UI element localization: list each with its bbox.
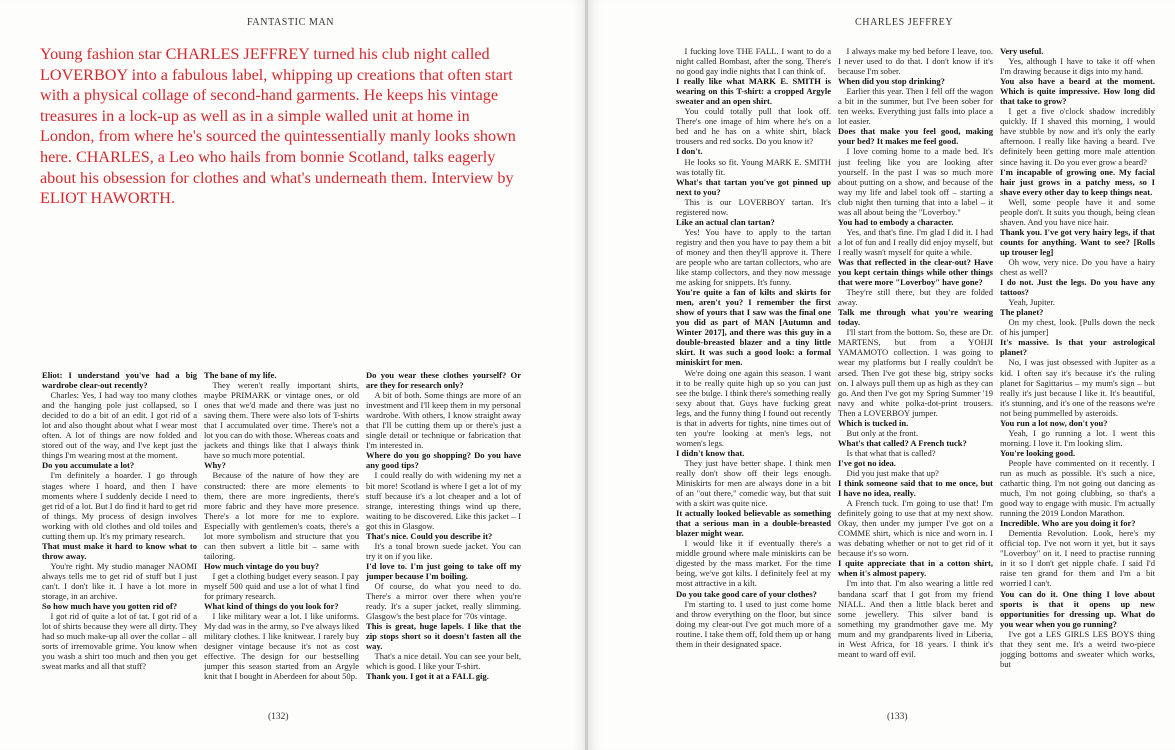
interview-question: So how much have you gotten rid of? (42, 601, 178, 612)
interview-question: You're looking good. (1000, 447, 1076, 458)
interview-answer: I'm starting to. I used to just come home and throw everything on the floor, but since doing my clear-out I've got much more of a routine. I take them off, fold them up or hang them in their designated space. (676, 598, 831, 649)
interview-answer: Dementia Revolution. Look, here's my official top. I've not worn it yet, but it says "Loverboy" on it. I need to practise running in it so I don't get nipple chafe. I said I'd raise ten grand for them and I'm a bit worried I can't. (1000, 528, 1155, 589)
interview-question: Do you take good care of your clothes? (676, 588, 817, 599)
interview-question: Thank you. I've got very hairy legs, if that counts for anything. Want to see? [Rolls up trouser leg] (1000, 226, 1155, 257)
interview-answer: I would like it if eventually there's a middle ground where male miniskirts can be digested by the mass market. For the time being, we've got kilts. I definitely feel at my most attractive in a kilt. (676, 538, 831, 589)
interview-answer: I'm into that. I'm also wearing a little red bandana scarf that I got from my friend NIALL. And then a little black beret and some jewellery. This silver band is something my grandmother gave me. My mum and my grandparents lived in Liberia, in West Africa, for 18 years. I think it's meant to ward off evil. (838, 578, 993, 659)
interview-question: I do not. Just the legs. Do you have any tattoos? (1000, 277, 1155, 298)
interview-answer: I'm definitely a hoarder. I go through stages where I hoard, and then I have moments where I suddenly decide I need to get rid of a lot. But I do find it hard to get rid of things. My process of design involves working with old clothes and old toiles and cutting them up. It's my primary research. (42, 470, 197, 541)
interview-answer: Yeah, I go running a lot. I went this morning. I love it. I'm looking slim. (1000, 427, 1155, 448)
interview-question: Which is tucked in. (838, 417, 909, 428)
interview-question: Eliot: I understand you've had a big wardrobe clear-out recently? (42, 370, 197, 391)
interview-answer: Yes, and that's fine. I'm glad I did it. I had a lot of fun and I really did enjoy myself, but I really wasn't myself for quite a while. (838, 226, 993, 257)
interview-question: The planet? (1000, 307, 1044, 318)
right-page-column-2 (838, 46, 993, 708)
intro-text: Young fashion star CHARLES JEFFREY turned his club night called LOVERBOY into a fabulous label, whipping up creations that often start with a physical collage of second-hand garments. He keeps his vintage treasures in a lock-up as well as in a simple walled unit at home in London, from where he's sourced the quintessentially manly looks shown here. CHARLES, a Leo who hails from bonnie Scotland, talks eagerly about his obsession for clothes and what's underneath them. Interview by ELIOT HAWORTH. (40, 45, 516, 208)
right-page-column-1 (676, 46, 831, 708)
interview-answer: They just have better shape. I think men really don't show off their legs enough. Miniskirts for men are always done in a bit of an "out there," comedic way, but that suit with a skirt was quite nice. (676, 457, 831, 509)
interview-answer: Did you just make that up? (846, 467, 939, 478)
interview-answer: I could really do with widening my net a bit more! Scotland is where I get a lot of my stuff because it's a lot cheaper and a lot of strange, interesting things wind up there, waiting to be discovered. Like this jacket – I got this in Glasgow. (366, 470, 521, 531)
interview-question: You also have a beard at the moment. Which is quite impressive. How long did that take to grow? (1000, 76, 1155, 107)
interview-question: I've got no idea. (838, 457, 896, 468)
interview-question: Why? (204, 460, 226, 471)
left-page-column-3 (366, 370, 521, 708)
interview-question: You can do it. One thing I love about sports is that it opens up new opportunities for dressing up. What do you wear when you go running? (1000, 588, 1155, 629)
interview-answer: I love coming home to a made bed. It's just feeling like you are looking after yourself. In the past I was so much more about putting on a show, and because of the way my life and label took off – starting a club night then turning that into a label – it was all about being the "Loverboy." (838, 146, 993, 217)
interview-question: Incredible. Who are you doing it for? (1000, 518, 1136, 529)
left-page-column-2 (204, 370, 359, 708)
interview-answer: But only at the front. (846, 427, 918, 438)
interview-question: Talk me through what you're wearing today. (838, 307, 993, 328)
interview-answer: I always make my bed before I leave, too. I never used to do that. I don't know if it's because I'm sober. (838, 46, 993, 77)
interview-answer: I get a clothing budget every season. I pay myself 500 quid and use a lot of what I find for primary research. (204, 570, 359, 602)
interview-answer: Yeah, Jupiter. (1008, 297, 1055, 308)
interview-question: You run a lot now, don't you? (1000, 417, 1108, 428)
interview-answer: A French tuck. I'm going to use that! I'm definitely going to use that at my next show. Okay, then under my jumper I've got on a COMME shirt, which is nice and worn in. I was debating whether or not to get rid of it because it's so worn. (838, 498, 993, 559)
interview-question: I'd love to. I'm just going to take off my jumper because I'm boiling. (366, 560, 521, 581)
interview-question: It actually looked believable as something that a serious man in a double-breasted blazer might wear. (676, 508, 831, 539)
interview-answer: Well, some people have it and some people don't. It suits you though, being clean shaven. And you have nice hair. (1000, 196, 1155, 227)
interview-question: I don't. (676, 146, 703, 157)
interview-answer: You're right. My studio manager NAOMI always tells me to get rid of stuff but I just can't. I don't like it. I have a lot more in storage, in an archive. (42, 560, 197, 602)
interview-question: Was that reflected in the clear-out? Have you kept certain things while other things that were more "Loverboy" have gone? (838, 256, 993, 288)
interview-answer: We're doing one again this season. I want it to be really quite high up so you can just see the bulge. I think there's something really sexy about that. Guys have fucking great legs, and the funny thing I found out recently is that in adverts for tights, nine times out of ten you're looking at men's legs, not women's legs. (676, 367, 831, 448)
interview-answer: Yes! You have to apply to the tartan registry and then you have to pay them a bit of money and then they'll approve it. There are people who are tartan collectors, who are like stamp collectors, and they now message me asking for snippets. It's funny. (676, 226, 831, 288)
interview-question: I quite appreciate that in a cotton shirt, when it's almost papery. (838, 558, 993, 579)
interview-answer: No, I was just obsessed with Jupiter as a kid. I often say it's because it's the ruling planet for Sagittarius – my mum's sign – but really it's just because I like it. It's beautiful, it's stunning, and it's one of the reasons we're not being pummelled by asteroids. (1000, 357, 1155, 418)
interview-question: What kind of things do you look for? (204, 601, 339, 612)
interview-answer: You could totally pull that look off. There's one image of him where he's on a bed and he has on a white shirt, black trousers and red socks. Do you know it? (676, 106, 831, 147)
interview-answer: I fucking love THE FALL. I want to do a night called Bombast, after the song. There's no good gay indie nights that I can think of. (676, 46, 831, 77)
interview-answer: Earlier this year. Then I fell off the wagon a bit in the summer, but I've been sober for ten weeks. Everything just falls into place a lot easier. (838, 86, 993, 127)
interview-answer: It's a tonal brown suede jacket. You can try it on if you like. (366, 540, 521, 561)
interview-answer: On my chest, look. [Pulls down the neck of his jumper] (1000, 317, 1155, 338)
interview-question: This is great, huge lapels. I like that the zip stops short so it doesn't fasten all the way. (366, 621, 521, 652)
interview-question: The bane of my life. (204, 370, 277, 380)
interview-answer: Is that what that is called? (846, 447, 936, 458)
interview-answer: Because of the nature of how they are constructed: there are more elements to them, there are more ingredients, there's more fabric and they have more presence. There's a lot more for me to explore. Especially with gentlemen's coats, there's a lot more symbolism and structure that you can then subvert a little bit – same with tailoring. (204, 470, 359, 561)
interview-answer: People have commented on it recently. I run as much as possible. It's such a nice, cathartic thing. I'm not going out dancing as much, I'm not going clubbing, so that's a good way to engage with music. I'm actually running the 2019 London Marathon. (1000, 457, 1155, 519)
left-page-column-1 (42, 370, 197, 708)
interview-answer: This is our LOVERBOY tartan. It's registered now. (676, 196, 831, 217)
interview-answer: A bit of both. Some things are more of an investment and I'll keep them in my personal wardrobe. With others, I know straight away that I'll be cutting them up or there's just a single detail or technique or fabrication that I'm interested in. (366, 390, 521, 451)
interview-question: When did you stop drinking? (838, 76, 945, 87)
interview-question: It's massive. Is that your astrological planet? (1000, 337, 1155, 358)
interview-answer: I like military wear a lot. I like uniforms. My dad was in the army, so I've always liked military clothes. I like knitwear. I rarely buy designer vintage because it's not as cost effective. The design for our bestselling jumper this season started from an Argyle knit that I bought in Aberdeen for about 50p. (204, 611, 359, 682)
interview-answer: They're still there, but they are folded away. (838, 287, 993, 308)
interview-question: I think someone said that to me once, but I have no idea, really. (838, 478, 993, 499)
interview-question: What's that called? A French tuck? (838, 437, 967, 448)
interview-answer: Of course, do what you need to do. There's a mirror over there when you're ready. It's a super jacket, really slimming. Glasgow's the best place for '70s vintage. (366, 580, 521, 622)
interview-answer: I've got a LES GIRLS LES BOYS thing that they sent me. It's a weird two-piece jogging bottoms and sweater which works, but (1000, 628, 1155, 669)
interview-answer: Yes, although I have to take it off when I'm drawing because it digs into my hand. (1000, 56, 1155, 77)
interview-question: That's nice. Could you describe it? (366, 530, 493, 541)
right-page (588, 0, 1175, 750)
interview-question: You're quite a fan of kilts and skirts for men, aren't you? I remember the first show of yours that I saw was the final one you did as part of MAN [Autumn and Winter 2017], and there was this guy in a double-breasted blazer and a tiny little skirt. It was such a good look: a formal miniskirt for men. (676, 287, 831, 368)
running-head-right: CHARLES JEFFREY (855, 17, 954, 28)
interview-question: Do you wear these clothes yourself? Or are they for research only? (366, 370, 521, 391)
interview-answer: Oh wow, very nice. Do you have a hairy chest as well? (1000, 256, 1155, 278)
left-page (0, 0, 586, 750)
interview-answer: I'll start from the bottom. So, these are Dr. MARTENS, but from a YOHJI YAMAMOTO collection. I was going to wear my platforms but I really couldn't be arsed. Then I've got these big, stripy socks on. I always pull them up as high as they can go. And then I've got my Spring Summer '19 navy and white polka-dot-print trousers. Then a LOVERBOY jumper. (838, 327, 993, 418)
interview-question: Like an actual clan tartan? (676, 216, 775, 227)
interview-question: Where do you go shopping? Do you have any good tips? (366, 450, 521, 471)
interview-question: I really like what MARK E. SMITH is wearing on this T-shirt: a cropped Argyle sweater and an open shirt. (676, 76, 831, 107)
right-page-column-3 (1000, 46, 1155, 708)
interview-answer: I get a five o'clock shadow incredibly quickly. If I shaved this morning, I would have stubble by now and it's only the early afternoon. I really like having a beard. I've definitely been getting more male attention since having it. Do you ever grow a beard? (1000, 106, 1155, 167)
interview-answer: He looks so fit. Young MARK E. SMITH was totally fit. (676, 156, 831, 177)
interview-question: Do you accumulate a lot? (42, 460, 135, 471)
interview-answer: That's a nice detail. You can see your belt, which is good. I like your T-shirt. (366, 651, 521, 672)
page-number-right: (133) (887, 712, 908, 722)
interview-question: That must make it hard to know what to throw away. (42, 540, 197, 561)
interview-question: You had to embody a character. (838, 216, 954, 227)
interview-question: I didn't know that. (676, 447, 745, 458)
interview-question: How much vintage do you buy? (204, 560, 320, 571)
interview-answer: Charles: Yes, I had way too many clothes and the hanging pole just collapsed, so I decided to do a bit of an edit. I got rid of a lot and also thought about what I wear most often. A lot of things are now folded and stored out of the way, and I've kept just the things I'm wearing most at the moment. (42, 390, 197, 461)
interview-answer: I got rid of quite a lot of tat. I got rid of a lot of shirts because they were all dirty. They had so much make-up all over the collar – all sorts of irremovable grime. You know when you wash a shirt too much and then you get sweat marks and all that stuff? (42, 611, 197, 672)
interview-question: Does that make you feel good, making your bed? It makes me feel good. (838, 126, 993, 147)
page-number-left: (132) (268, 712, 289, 722)
interview-answer: They weren't really important shirts, maybe PRIMARK or vintage ones, or old ones that we'd made and there was just no saving them. There were also lots of T-shirts that I accumulated over time. There's not a lot you can do with those. Whereas coats and jackets and things like that I always think have so much more potential. (204, 380, 359, 461)
interview-question: I'm incapable of growing one. My facial hair just grows in a patchy mess, so I shave every other day to keep things neat. (1000, 166, 1155, 197)
interview-question: Thank you. I got it at a FALL gig. (366, 671, 489, 682)
interview-question: What's that tartan you've got pinned up next to you? (676, 176, 831, 197)
running-head-left: FANTASTIC MAN (247, 17, 335, 28)
interview-question: Very useful. (1000, 46, 1044, 56)
